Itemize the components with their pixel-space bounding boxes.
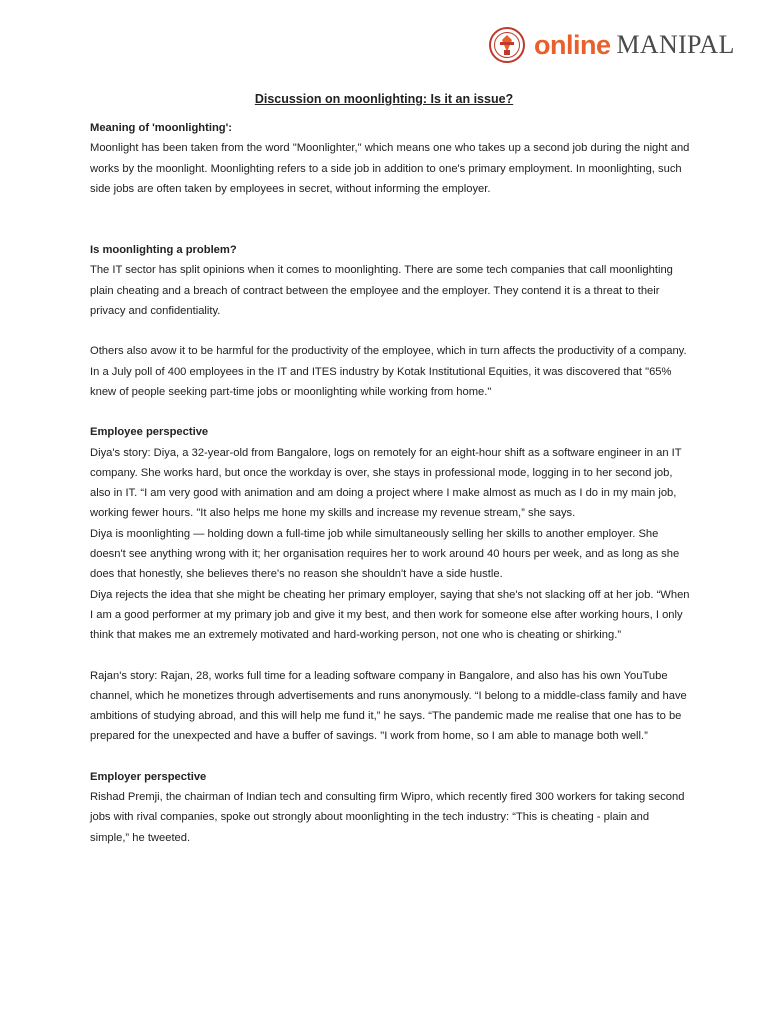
document-title: Discussion on moonlighting: Is it an issue? bbox=[254, 92, 514, 106]
employee-heading: Employee perspective bbox=[90, 426, 209, 439]
problem-heading: Is moonlighting a problem? bbox=[90, 244, 237, 257]
diya-moonlighting-paragraph: Diya is moonlighting — holding down a full-time job while simultaneously selling her skills to another employer. She doesn't see anything wrong with it; her organisation requires her to work around 40 hours per week, and as long as she does that honestly, she believes there's no reason she shouldn't have a side hustle. bbox=[90, 527, 680, 581]
rajan-story-paragraph: Rajan's story: Rajan, 28, works full time for a leading software company in Bangalore, and also has his own YouTube channel, which he monetizes through advertisements and runs anonymously. “I belong to a middle-class family and have ambitions of studying abroad, and this will help me fund it,” he says. “The pandemic made me realise that one has to be prepared for the unexpected and have a buffer of savings. "I work from home, so I am able to manage both well.” bbox=[90, 669, 687, 743]
problem-paragraph-1: The IT sector has split opinions when it comes to moonlighting. There are some tech companies that call moonlighting plain cheating and a breach of contract between the employee and the employer. They contend it is a threat to their privacy and confidentiality. bbox=[90, 264, 673, 318]
diya-story-paragraph: Diya's story: Diya, a 32-year-old from Bangalore, logs on remotely for an eight-hour shift as a software engineer in an IT company. She works hard, but once the workday is over, she stays in professional mode, logging in to her second job, also in IT. “I am very good with animation and am doing a project where I make almost as much as I do in my main job, working fewer hours. "It also helps me hone my skills and increase my revenue stream,” she says. bbox=[90, 446, 682, 520]
employer-paragraph: Rishad Premji, the chairman of Indian tech and consulting firm Wipro, which recently fired 300 workers for taking second jobs with rival companies, spoke out strongly about moonlighting in the tech industry: “This is cheating - plain and simple,” he tweeted. bbox=[90, 791, 685, 844]
spacer bbox=[90, 321, 690, 341]
brand-manipal-text: MANIPAL bbox=[616, 30, 735, 59]
employer-heading: Employer perspective bbox=[90, 770, 207, 783]
manipal-seal-icon bbox=[488, 26, 526, 64]
document-body bbox=[90, 118, 690, 848]
meaning-heading: Meaning of 'moonlighting': bbox=[90, 122, 233, 134]
spacer bbox=[90, 402, 690, 422]
problem-paragraph-2: Others also avow it to be harmful for the productivity of the employee, which in turn affects the productivity of a company. In a July poll of 400 employees in the IT and ITES industry by Kotak Institutional Equities, it was discovered that "65% knew of people seeking part-time jobs or moonlighting while working from home." bbox=[90, 345, 687, 398]
brand-online-text: online bbox=[534, 30, 611, 60]
spacer bbox=[90, 199, 690, 240]
meaning-paragraph: Moonlight has been taken from the word "Moonlighter," which means one who takes up a second job during the night and works by the moonlight. Moonlighting refers to a side job in addition to one's primary employment. In moonlighting, such side jobs are often taken by employees in secret, without informing the employer. bbox=[90, 142, 690, 195]
spacer bbox=[90, 646, 690, 666]
spacer bbox=[90, 747, 690, 767]
diya-rejects-paragraph: Diya rejects the idea that she might be cheating her primary employer, saying that she's not slacking off at her job. “When I am a good performer at my primary job and give it my best, and then work for someone else after working hours, I only think that makes me an extremely motivated and hard-working person, not one who is cheating or shirking.” bbox=[90, 588, 690, 642]
online-manipal-logo bbox=[488, 26, 735, 64]
